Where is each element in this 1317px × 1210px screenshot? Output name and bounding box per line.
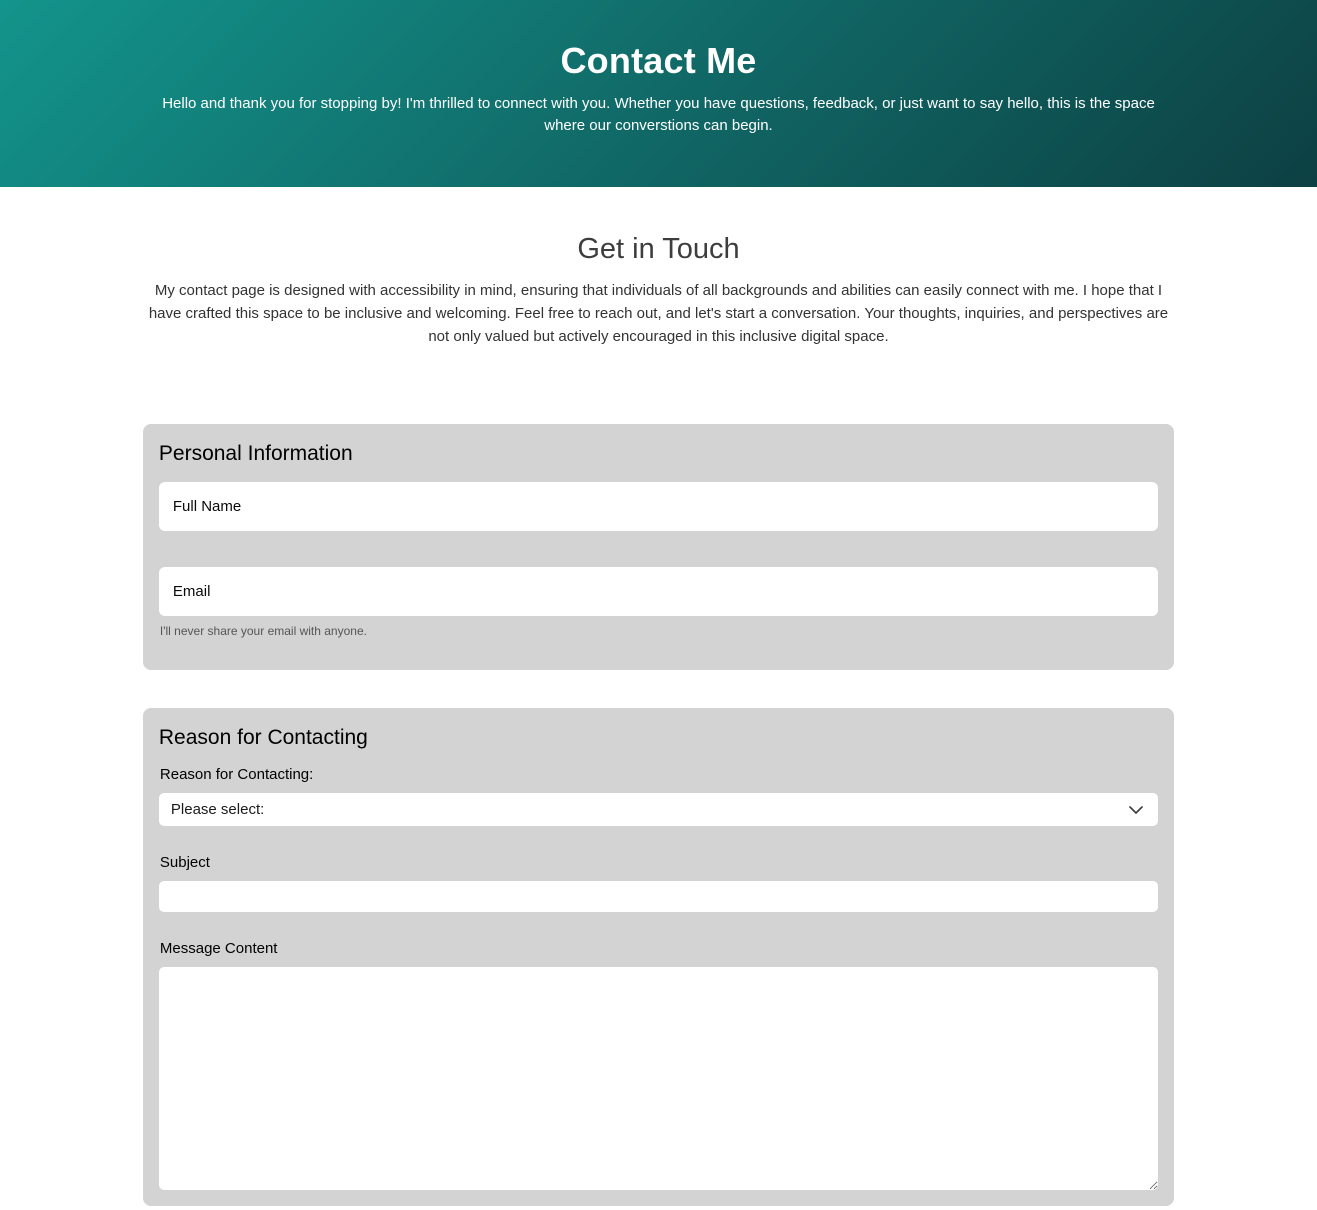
personal-information-legend: Personal Information [158,442,353,466]
email-field[interactable] [159,567,1158,616]
header-intro-text: Hello and thank you for stopping by! I'm thrilled to connect with you. Whether you have questions, feedback, or just want to say hello, this is the space where our converstions can begin. [162,95,1155,134]
subject-label: Subject [159,854,210,872]
email-label: Email [172,583,211,601]
subject-input[interactable] [159,881,1158,912]
full-name-label: Full Name [172,498,242,516]
page-header [0,0,1317,187]
reason-for-contacting-legend: Reason for Contacting [158,726,368,750]
get-in-touch-section [143,233,1174,349]
email-input[interactable] [159,567,1158,616]
section-body-text: My contact page is designed with accessibility in mind, ensuring that individuals of all backgrounds and abilities can easily connect with me. I hope that I have crafted this space to be inclusive and welcoming. Feel free to reach out, and let's start a conversation. Your thoughts, inquiries, and perspectives are not only valued but actively encouraged in this inclusive digital space. [148,281,1169,345]
reason-for-contacting-fieldset [143,708,1174,1206]
page-title: Contact Me [560,40,757,81]
message-content-label: Message Content [159,940,278,958]
reason-select-label: Reason for Contacting: [159,766,314,784]
contact-form [143,424,1174,1210]
section-heading: Get in Touch [577,232,740,265]
reason-select[interactable] [159,793,1158,826]
full-name-input[interactable] [159,482,1158,531]
email-helper-text: I'll never share your email with anyone. [159,624,367,639]
reason-select-wrapper [159,793,1158,826]
message-content-textarea[interactable] [159,967,1158,1190]
full-name-field[interactable] [159,482,1158,531]
personal-information-fieldset [143,424,1174,670]
